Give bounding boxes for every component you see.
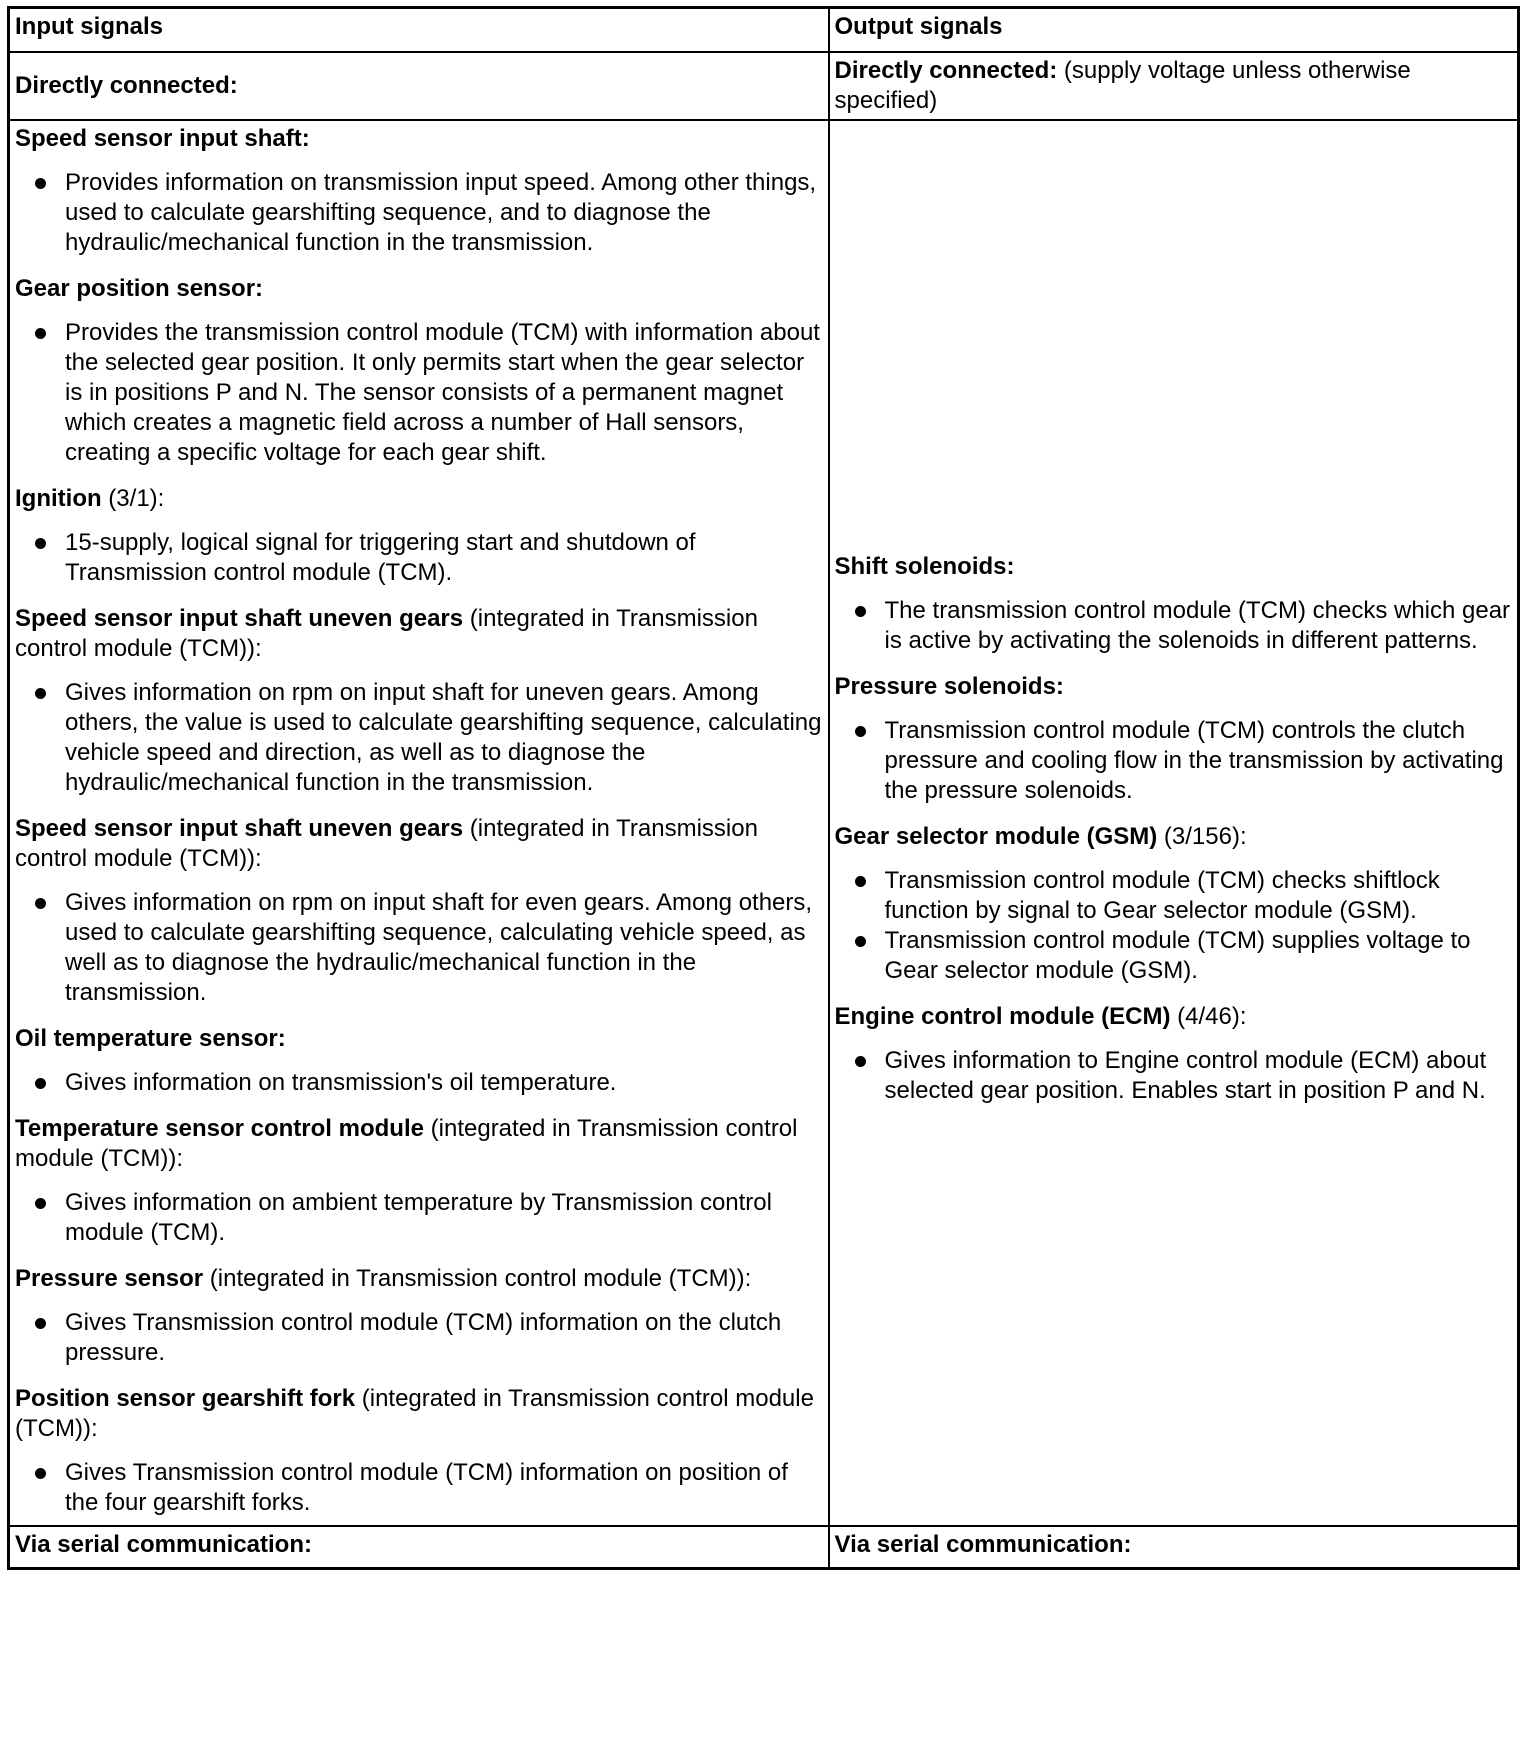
input-section <box>15 604 823 798</box>
input-bullet: Gives information on rpm on input shaft for even gears. Among others, used to calculate gearshifting sequence, calculating vehicle speed, as well as to diagnose the hydraulic/mechanical function in the transmission. <box>15 888 823 1008</box>
input-section <box>15 814 823 1008</box>
input-section-note: (integrated in Transmission control module (TCM)): <box>15 815 758 872</box>
input-signals-header: Input signals <box>9 8 829 53</box>
input-section-note: (integrated in Transmission control module (TCM)): <box>15 1115 798 1172</box>
output-section-note: (3/156): <box>1157 823 1247 850</box>
directly-connected-row <box>9 52 1519 120</box>
output-directly-connected-note: (supply voltage unless otherwise specified) <box>834 57 1411 114</box>
input-bullet: Gives Transmission control module (TCM) information on position of the four gearshift forks. <box>15 1458 823 1518</box>
output-section-title: Pressure solenoids: <box>834 673 1064 700</box>
output-section-title: Gear selector module (GSM) <box>834 823 1158 850</box>
input-directly-connected: Directly connected: <box>9 52 829 120</box>
input-bullet: Provides the transmission control module (TCM) with information about the selected gear position. It only permits start when the gear selector is in positions P and N. The sensor consists of a permanent magnet which creates a magnetic field across a number of Hall sensors, creating a specific voltage for each gear shift. <box>15 318 823 468</box>
output-serial-communication: Via serial communication: <box>829 1526 1519 1569</box>
input-section-title: Speed sensor input shaft uneven gears <box>15 605 464 632</box>
input-section-title: Temperature sensor control module <box>15 1115 424 1142</box>
output-section <box>835 672 1513 806</box>
input-section-title: Speed sensor input shaft uneven gears <box>15 815 464 842</box>
output-signals-list <box>829 120 1519 1526</box>
output-spacer <box>835 124 1513 552</box>
input-section <box>15 1114 823 1248</box>
serial-communication-row <box>9 1526 1519 1569</box>
output-bullet: Gives information to Engine control module (ECM) about selected gear position. Enables start in position P and N. <box>835 1046 1513 1106</box>
output-section <box>835 822 1513 986</box>
input-section-note: (integrated in Transmission control module (TCM)): <box>203 1265 752 1292</box>
input-section-note: (integrated in Transmission control module (TCM)): <box>15 605 758 662</box>
output-section <box>835 552 1513 656</box>
input-section <box>15 1384 823 1518</box>
input-section-title: Pressure sensor <box>15 1265 204 1292</box>
output-directly-connected <box>829 52 1519 120</box>
output-section-note: (4/46): <box>1170 1003 1247 1030</box>
input-section-title: Gear position sensor: <box>15 275 264 302</box>
input-section-note: (integrated in Transmission control module (TCM)): <box>15 1385 814 1442</box>
output-section-title: Shift solenoids: <box>834 553 1015 580</box>
output-directly-connected-label: Directly connected: <box>834 57 1058 84</box>
output-bullet: Transmission control module (TCM) checks shiftlock function by signal to Gear selector module (GSM). <box>835 866 1513 926</box>
input-section <box>15 1264 823 1368</box>
signals-document <box>7 6 1517 1570</box>
signals-table <box>7 6 1520 1570</box>
input-serial-communication: Via serial communication: <box>9 1526 829 1569</box>
output-signals-header: Output signals <box>829 8 1519 53</box>
input-section <box>15 484 823 588</box>
input-bullet: Gives information on transmission's oil temperature. <box>15 1068 823 1098</box>
input-section-title: Position sensor gearshift fork <box>15 1385 356 1412</box>
input-bullet: Gives information on rpm on input shaft for uneven gears. Among others, the value is used to calculate gearshifting sequence, calculating vehicle speed and direction, as well as to diagnose the hydraulic/mechanical function in the transmission. <box>15 678 823 798</box>
input-section-title: Ignition <box>15 485 102 512</box>
output-section <box>835 1002 1513 1106</box>
input-section-note: (3/1): <box>101 485 165 512</box>
input-signals-list <box>9 120 829 1526</box>
input-bullet: Gives information on ambient temperature by Transmission control module (TCM). <box>15 1188 823 1248</box>
output-bullet: The transmission control module (TCM) checks which gear is active by activating the solenoids in different patterns. <box>835 596 1513 656</box>
input-section-title: Oil temperature sensor: <box>15 1025 286 1052</box>
input-bullet: Provides information on transmission input speed. Among other things, used to calculate gearshifting sequence, and to diagnose the hydraulic/mechanical function in the transmission. <box>15 168 823 258</box>
input-section <box>15 274 823 468</box>
input-bullet: Gives Transmission control module (TCM) information on the clutch pressure. <box>15 1308 823 1368</box>
input-section-title: Speed sensor input shaft: <box>15 125 310 152</box>
input-section <box>15 124 823 258</box>
output-bullet: Transmission control module (TCM) supplies voltage to Gear selector module (GSM). <box>835 926 1513 986</box>
output-section-title: Engine control module (ECM) <box>834 1003 1171 1030</box>
signals-body-row <box>9 120 1519 1526</box>
input-section <box>15 1024 823 1098</box>
output-bullet: Transmission control module (TCM) controls the clutch pressure and cooling flow in the transmission by activating the pressure solenoids. <box>835 716 1513 806</box>
input-bullet: 15-supply, logical signal for triggering start and shutdown of Transmission control module (TCM). <box>15 528 823 588</box>
header-row <box>9 8 1519 53</box>
